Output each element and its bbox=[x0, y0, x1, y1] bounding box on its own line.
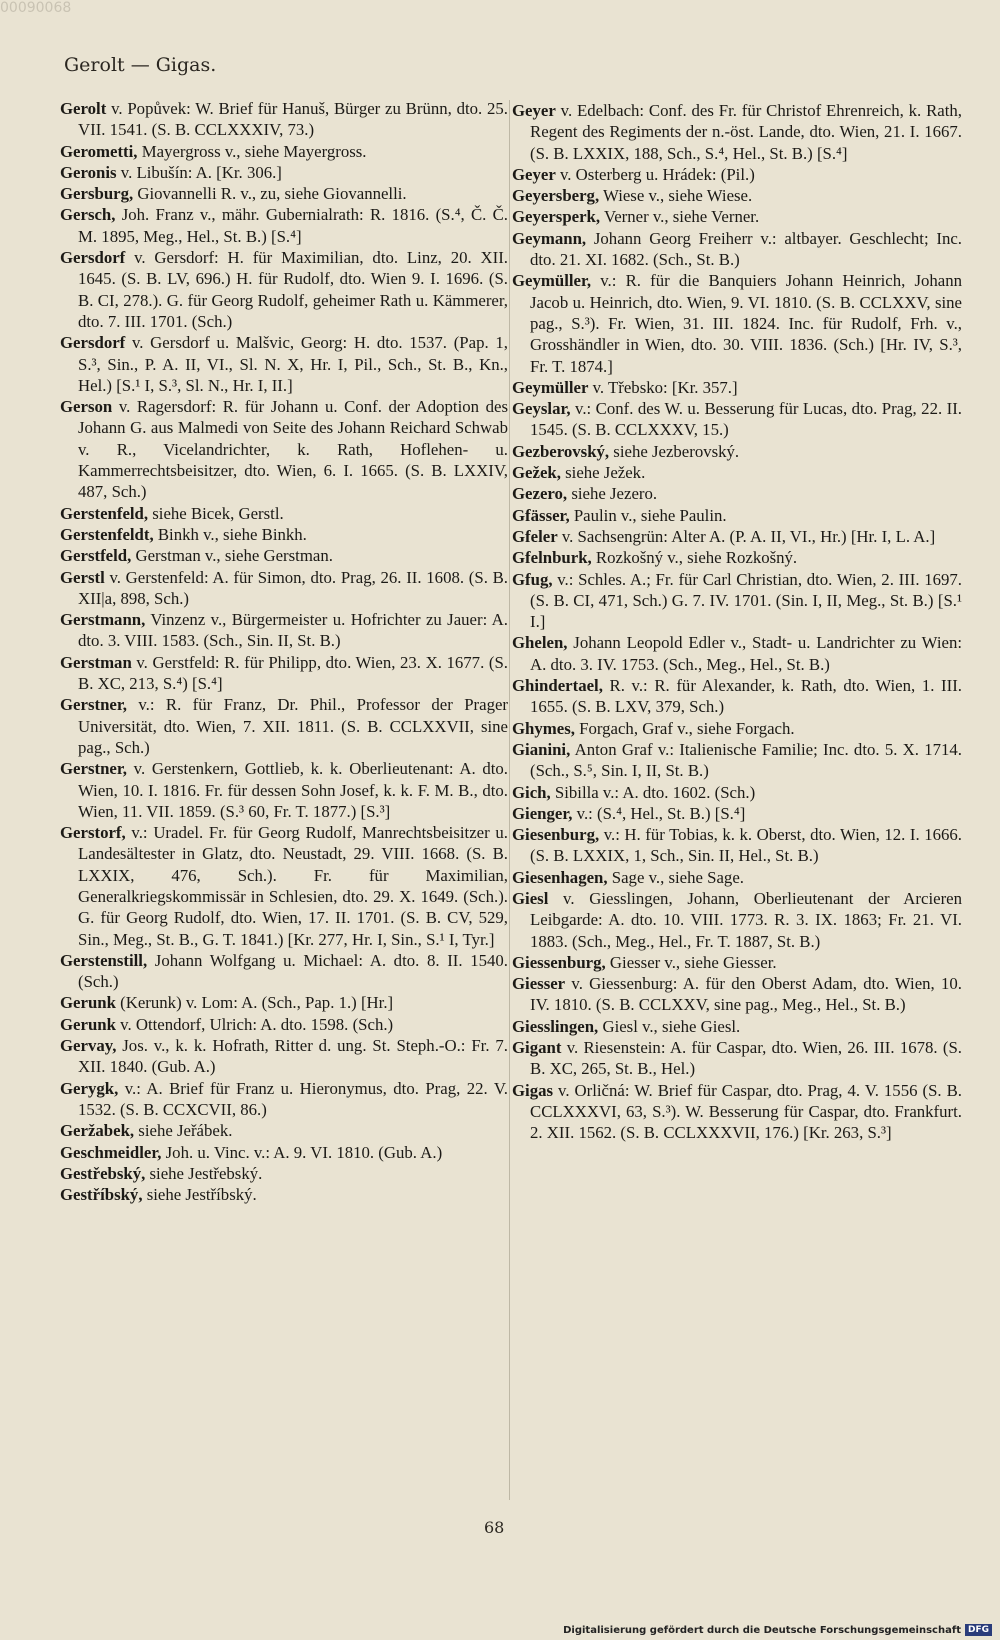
dictionary-entry bbox=[60, 1035, 508, 1078]
entry-headword: Gfelnburk, bbox=[512, 548, 592, 568]
entry-headword: Gersdorf bbox=[60, 248, 126, 268]
dictionary-entry bbox=[60, 567, 508, 610]
scan-mark: 00090068 bbox=[0, 0, 72, 16]
entry-headword: Gerstl bbox=[60, 567, 105, 587]
entry-body: Forgach, Graf v., siehe Forgach. bbox=[574, 718, 795, 738]
entry-headword: Gerygk, bbox=[60, 1078, 119, 1098]
entry-body: Anton Graf v.: Italienische Familie; Inc. dto. 5. X. 1714. (Sch., S.⁵, Sin. I, II, St. B.) bbox=[530, 739, 962, 781]
dictionary-entry bbox=[512, 632, 962, 675]
entry-body: Sage v., siehe Sage. bbox=[607, 867, 744, 887]
entry-body: Verner v., siehe Verner. bbox=[600, 207, 760, 227]
dictionary-entry bbox=[512, 206, 962, 227]
dictionary-entry bbox=[512, 526, 962, 547]
entry-headword: Ghelen, bbox=[512, 633, 568, 653]
entry-body: v. Gersdorf: H. für Maximilian, dto. Linz, 20. XII. 1645. (S. B. LV, 696.) H. für Rudolf, dto. Wien 9. I. 1696. (S. B. CI, 278.). G. für Georg Rudolf, geheimer Rath u. Kämmerer, dto. 7. III. 1701. (Sch.) bbox=[78, 248, 508, 331]
dictionary-entry bbox=[512, 185, 962, 206]
dictionary-entry bbox=[512, 824, 962, 867]
entry-body: v. Sachsengrün: Alter A. (P. A. II, VI., Hr.) [Hr. I, L. A.] bbox=[557, 526, 936, 546]
dictionary-entry bbox=[60, 141, 508, 162]
entry-body: v. Edelbach: Conf. des Fr. für Christof Ehrenreich, k. Rath, Regent des Regiments der n.-öst. Lande, dto. Wien, 21. I. 1667. (S. B. LXXIX, 188, Sch., S.⁴, Hel., St. B.) [S.⁴] bbox=[530, 101, 962, 163]
entry-body: v. Libušín: A. [Kr. 306.] bbox=[116, 162, 282, 182]
entry-headword: Gigas bbox=[512, 1080, 554, 1100]
entry-headword: Gerometti, bbox=[60, 141, 138, 161]
entry-headword: Gersdorf bbox=[60, 333, 126, 353]
dictionary-entry bbox=[60, 1014, 508, 1035]
entry-headword: Gfug, bbox=[512, 569, 553, 589]
dictionary-entry bbox=[512, 718, 962, 739]
dictionary-entry bbox=[512, 569, 962, 633]
entry-body: v. Orličná: W. Brief für Caspar, dto. Prag, 4. V. 1556 (S. B. CCLXXXVI, 63, S.³). W. Besserung für Caspar, dto. Frankfurt. 2. XII. 1562. (S. B. CCLXXXVII, 176.) [Kr. 263, S.³] bbox=[530, 1080, 962, 1143]
entry-body: Giesser v., siehe Giesser. bbox=[605, 952, 777, 972]
entry-body: Vinzenz v., Bürgermeister u. Hofrichter zu Jauer: A. dto. 3. VIII. 1583. (Sch., Sin. II, St. B.) bbox=[78, 610, 508, 651]
entry-body: v. Giessenburg: A. für den Oberst Adam, dto. Wien, 10. IV. 1810. (S. B. CCLXXV, sine pag., Meg., Hel., St. B.) bbox=[530, 974, 962, 1015]
dfg-logo-icon: DFG bbox=[965, 1624, 992, 1636]
entry-headword: Giessenburg, bbox=[512, 952, 606, 972]
dictionary-entry bbox=[60, 1163, 508, 1184]
entry-headword: Gerstenfeld, bbox=[60, 503, 149, 523]
dictionary-entry bbox=[60, 758, 508, 822]
entry-body: v. Gerstfeld: R. für Philipp, dto. Wien, 23. X. 1677. (S. B. XC, 213, S.⁴) [S.⁴] bbox=[78, 652, 508, 694]
dictionary-entry bbox=[60, 204, 508, 247]
dictionary-entry bbox=[60, 1120, 508, 1141]
dictionary-entry bbox=[60, 524, 508, 545]
entry-headword: Gich, bbox=[512, 782, 551, 802]
dictionary-entry bbox=[512, 1037, 962, 1080]
entry-headword: Gerunk bbox=[60, 1014, 116, 1034]
dictionary-entry bbox=[60, 332, 508, 396]
entry-body: v.: H. für Tobias, k. k. Oberst, dto. Wien, 12. I. 1666. (S. B. LXXIX, 1, Sch., Sin. II, Hel., St. B.) bbox=[530, 825, 962, 866]
entry-headword: Geschmeidler, bbox=[60, 1142, 162, 1162]
entry-headword: Gezberovský, bbox=[512, 441, 610, 461]
entry-headword: Gežek, bbox=[512, 463, 561, 483]
entry-body: v. Ragersdorf: R. für Johann u. Conf. der Adoption des Johann G. aus Malmedi von Seite des Johann Reichard Schwab v. R., Vicelandrichter, k. Rath, Hoflehen- u. Kammerrechtsbeisitzer, dto. Wien, 6. I. 1665. (S. B. LXXIV, 487, Sch.) bbox=[78, 397, 508, 502]
entry-headword: Gerstmann, bbox=[60, 610, 146, 630]
entry-body: siehe Ježek. bbox=[560, 463, 646, 483]
entry-body: v.: R. für Franz, Dr. Phil., Professor der Prager Universität, dto. Wien, 7. XII. 1811. (S. B. CCLXXVII, sine pag., Sch.) bbox=[78, 695, 508, 757]
entry-headword: Gerstenfeldt, bbox=[60, 524, 154, 544]
entry-body: v. Popůvek: W. Brief für Hanuš, Bürger zu Brünn, dto. 25. VII. 1541. (S. B. CCLXXXIV, 73.) bbox=[78, 99, 508, 140]
dictionary-entry bbox=[512, 1016, 962, 1037]
dictionary-entry bbox=[512, 675, 962, 718]
entry-headword: Geymann, bbox=[512, 228, 587, 248]
entry-headword: Ghymes, bbox=[512, 718, 575, 738]
entry-body: siehe Bicek, Gerstl. bbox=[148, 503, 284, 523]
entry-body: v. Ottendorf, Ulrich: A. dto. 1598. (Sch.) bbox=[115, 1014, 394, 1034]
entry-headword: Gerolt bbox=[60, 99, 107, 118]
entry-headword: Giesser bbox=[512, 974, 566, 994]
dictionary-entry bbox=[512, 441, 962, 462]
entry-body: Sibilla v.: A. dto. 1602. (Sch.) bbox=[550, 782, 756, 802]
entry-body: siehe Jeřábek. bbox=[134, 1121, 233, 1141]
entry-headword: Gianini, bbox=[512, 739, 571, 759]
dictionary-entry bbox=[60, 503, 508, 524]
dictionary-entry bbox=[512, 1080, 962, 1144]
entry-body: siehe Jezero. bbox=[567, 484, 658, 504]
dictionary-entry bbox=[512, 803, 962, 824]
dictionary-entry bbox=[512, 483, 962, 504]
entry-headword: Giesenhagen, bbox=[512, 867, 608, 887]
entry-body: Binkh v., siehe Binkh. bbox=[153, 524, 307, 544]
entry-headword: Gerstner, bbox=[60, 759, 127, 779]
entry-body: v.: R. für die Banquiers Johann Heinrich, Johann Jacob u. Heinrich, dto. Wien, 9. VI. 1810. (S. B. CCLXXV, sine pag., S.³). Fr. Wien, 31. III. 1824. Inc. für Rudolf, Frh. v., Grosshändler in Wien, dto. 30. VIII. 1836. (Sch.) [Hr. IV, S.³, Fr. T. 1874.] bbox=[530, 271, 962, 376]
footer-credit-text: Digitalisierung gefördert durch die Deutsche Forschungsgemeinschaft bbox=[563, 1624, 961, 1636]
dictionary-entry bbox=[60, 247, 508, 332]
left-column bbox=[60, 98, 508, 1205]
entry-headword: Gerstorf, bbox=[60, 823, 126, 843]
dictionary-entry bbox=[512, 505, 962, 526]
entry-headword: Giesslingen, bbox=[512, 1016, 599, 1036]
entry-headword: Gerstenstill, bbox=[60, 950, 148, 970]
entry-body: R. v.: R. für Alexander, k. Rath, dto. Wien, 1. III. 1655. (S. B. LXV, 379, Sch.) bbox=[530, 676, 962, 717]
entry-headword: Geymüller bbox=[512, 377, 589, 397]
entry-body: Gerstman v., siehe Gerstman. bbox=[131, 546, 333, 566]
dictionary-entry bbox=[60, 652, 508, 695]
entry-headword: Gersch, bbox=[60, 205, 116, 225]
dictionary-entry bbox=[512, 888, 962, 952]
entry-headword: Gfässer, bbox=[512, 505, 570, 525]
dictionary-entry bbox=[60, 1184, 508, 1205]
entry-body: v. Gerstenfeld: A. für Simon, dto. Prag, 26. II. 1608. (S. B. XII|a, 898, Sch.) bbox=[78, 567, 508, 608]
dictionary-entry bbox=[60, 1142, 508, 1163]
entry-headword: Gerstman bbox=[60, 652, 132, 672]
entry-headword: Gienger, bbox=[512, 803, 573, 823]
entry-body: Johann Wolfgang u. Michael: A. dto. 8. II. 1540. (Sch.) bbox=[78, 950, 508, 992]
entry-body: Joh. Franz v., mähr. Gubernialrath: R. 1816. (S.⁴, Č. Č. M. 1895, Meg., Hel., St. B.) [S.⁴] bbox=[78, 205, 508, 246]
entry-body: Johann Leopold Edler v., Stadt- u. Landrichter zu Wien: A. dto. 3. IV. 1753. (Sch., Meg., Hel., St. B.) bbox=[530, 633, 962, 674]
dictionary-entry bbox=[512, 973, 962, 1016]
entry-body: Rozkošný v., siehe Rozkošný. bbox=[591, 548, 798, 568]
entry-body: v. Gersdorf u. Malšvic, Georg: H. dto. 1537. (Pap. 1, S.³, Sin., P. A. II, VI., Sl. N. X, Hr. I, Pil., Sch., St. B., Kn., Hel.) [S.¹ I, S.³, Sl. N., Hr. I, II.] bbox=[78, 333, 508, 395]
entry-body: v.: Uradel. Fr. für Georg Rudolf, Manrechtsbeisitzer u. Landesältester in Glatz, dto. Neustadt, 29. VIII. 1668. (S. B. LXXIX, 476, Sch.). Fr. für Maximilian, Generalkriegskommissär in Schlesien, dto. 29. X. 1649. (Sch.). G. für Georg Rudolf, dto. Wien, 17. II. 1701. (S. B. CV, 529, Sin., Meg., St. B., G. T. 1841.) [Kr. 277, Hr. I, Sin., S.¹ I, Tyr.] bbox=[78, 823, 508, 949]
entry-body: siehe Jestříbský. bbox=[142, 1185, 257, 1205]
dictionary-entry bbox=[60, 162, 508, 183]
entry-body: siehe Jestřebský. bbox=[145, 1163, 263, 1183]
entry-headword: Gerunk bbox=[60, 993, 116, 1013]
dictionary-entry bbox=[60, 822, 508, 950]
dictionary-entry bbox=[60, 1078, 508, 1121]
entry-headword: Geyer bbox=[512, 164, 556, 184]
dictionary-entry bbox=[512, 270, 962, 376]
entry-body: v.: (S.⁴, Hel., St. B.) [S.⁴] bbox=[572, 803, 746, 823]
entry-body: Jos. v., k. k. Hofrath, Ritter d. ung. St. Steph.-O.: Fr. 7. XII. 1840. (Gub. A.) bbox=[78, 1036, 508, 1077]
dictionary-entry bbox=[512, 100, 962, 164]
entry-headword: Gerstfeld, bbox=[60, 546, 132, 566]
dictionary-entry bbox=[512, 377, 962, 398]
entry-headword: Geronis bbox=[60, 162, 117, 182]
entry-headword: Gezero, bbox=[512, 484, 568, 504]
entry-body: Johann Georg Freiherr v.: altbayer. Geschlecht; Inc. dto. 21. XI. 1682. (Sch., St. B.) bbox=[530, 228, 962, 270]
dictionary-entry bbox=[512, 398, 962, 441]
entry-headword: Gerstner, bbox=[60, 695, 127, 715]
entry-body: Paulin v., siehe Paulin. bbox=[569, 505, 727, 525]
entry-body: Joh. u. Vinc. v.: A. 9. VI. 1810. (Gub. A.) bbox=[161, 1142, 443, 1162]
dictionary-entry bbox=[512, 164, 962, 185]
dictionary-entry bbox=[60, 545, 508, 566]
entry-headword: Gervay, bbox=[60, 1036, 117, 1056]
entry-body: Wiese v., siehe Wiese. bbox=[599, 186, 753, 206]
running-header: Gerolt — Gigas. bbox=[64, 54, 217, 76]
entry-body: v. Gerstenkern, Gottlieb, k. k. Oberlieutenant: A. dto. Wien, 10. I. 1816. Fr. für dessen Sohn Josef, k. k. F. M. B., dto. Wien, 11. VII. 1859. (S.³ 60, Fr. T. 1877.) [S.³] bbox=[78, 759, 508, 821]
entry-headword: Geymüller, bbox=[512, 271, 592, 291]
entry-headword: Gestříbský, bbox=[60, 1185, 143, 1205]
dictionary-entry bbox=[60, 992, 508, 1013]
dictionary-entry bbox=[60, 950, 508, 993]
entry-body: v. Riesenstein: A. für Caspar, dto. Wien, 26. III. 1678. (S. B. XC, 265, St. B., Hel.) bbox=[530, 1038, 962, 1079]
entry-headword: Geyersberg, bbox=[512, 186, 600, 206]
column-divider bbox=[509, 100, 510, 1500]
entry-body: v. Osterberg u. Hrádek: (Pil.) bbox=[555, 164, 755, 184]
entry-headword: Geyer bbox=[512, 101, 556, 120]
entry-headword: Geyersperk, bbox=[512, 207, 601, 227]
entry-body: Giovannelli R. v., zu, siehe Giovannelli. bbox=[133, 184, 407, 204]
dictionary-entry bbox=[512, 782, 962, 803]
entry-headword: Gerson bbox=[60, 397, 113, 417]
dictionary-entry bbox=[60, 183, 508, 204]
dictionary-entry bbox=[512, 462, 962, 483]
entry-body: Giesl v., siehe Giesl. bbox=[598, 1016, 741, 1036]
entry-headword: Gersburg, bbox=[60, 184, 134, 204]
entry-body: v.: Schles. A.; Fr. für Carl Christian, dto. Wien, 2. III. 1697. (S. B. CI, 471, Sch.) G. 7. IV. 1701. (Sin. I, II, Meg., St. B.) [S.¹ I.] bbox=[530, 569, 962, 632]
entry-headword: Gestřebský, bbox=[60, 1163, 146, 1183]
entry-headword: Giesl bbox=[512, 888, 549, 908]
entry-headword: Gfeler bbox=[512, 526, 558, 546]
dictionary-entry bbox=[60, 98, 508, 141]
entry-headword: Geržabek, bbox=[60, 1121, 135, 1141]
entry-headword: Ghindertael, bbox=[512, 676, 603, 696]
dictionary-entry bbox=[512, 952, 962, 973]
footer-credit bbox=[563, 1624, 992, 1636]
dictionary-entry bbox=[60, 396, 508, 502]
entry-headword: Geyslar, bbox=[512, 399, 571, 419]
dictionary-entry bbox=[512, 867, 962, 888]
page-number: 68 bbox=[484, 1518, 505, 1537]
entry-body: siehe Jezberovský. bbox=[609, 441, 740, 461]
entry-body: v.: Conf. des W. u. Besserung für Lucas, dto. Prag, 22. II. 1545. (S. B. CCLXXXV, 15.) bbox=[530, 399, 962, 440]
dictionary-entry bbox=[60, 694, 508, 758]
dictionary-entry bbox=[512, 547, 962, 568]
dictionary-entry bbox=[60, 609, 508, 652]
dictionary-entry bbox=[512, 228, 962, 271]
entry-body: v. Giesslingen, Johann, Oberlieutenant der Arcieren Leibgarde: A. dto. 10. VIII. 1773. R. 3. IX. 1863; Fr. 21. VI. 1883. (Sch., Meg., Hel., Fr. T. 1887, St. B.) bbox=[530, 888, 962, 951]
entry-body: v.: A. Brief für Franz u. Hieronymus, dto. Prag, 22. V. 1532. (S. B. CCXCVII, 86.) bbox=[78, 1078, 508, 1119]
entry-headword: Giesenburg, bbox=[512, 825, 600, 845]
entry-body: (Kerunk) v. Lom: A. (Sch., Pap. 1.) [Hr.] bbox=[115, 993, 394, 1013]
entry-body: Mayergross v., siehe Mayergross. bbox=[137, 141, 367, 161]
entry-body: v. Třebsko: [Kr. 357.] bbox=[588, 377, 738, 397]
entry-headword: Gigant bbox=[512, 1038, 562, 1058]
dictionary-entry bbox=[512, 739, 962, 782]
right-column bbox=[512, 100, 962, 1144]
